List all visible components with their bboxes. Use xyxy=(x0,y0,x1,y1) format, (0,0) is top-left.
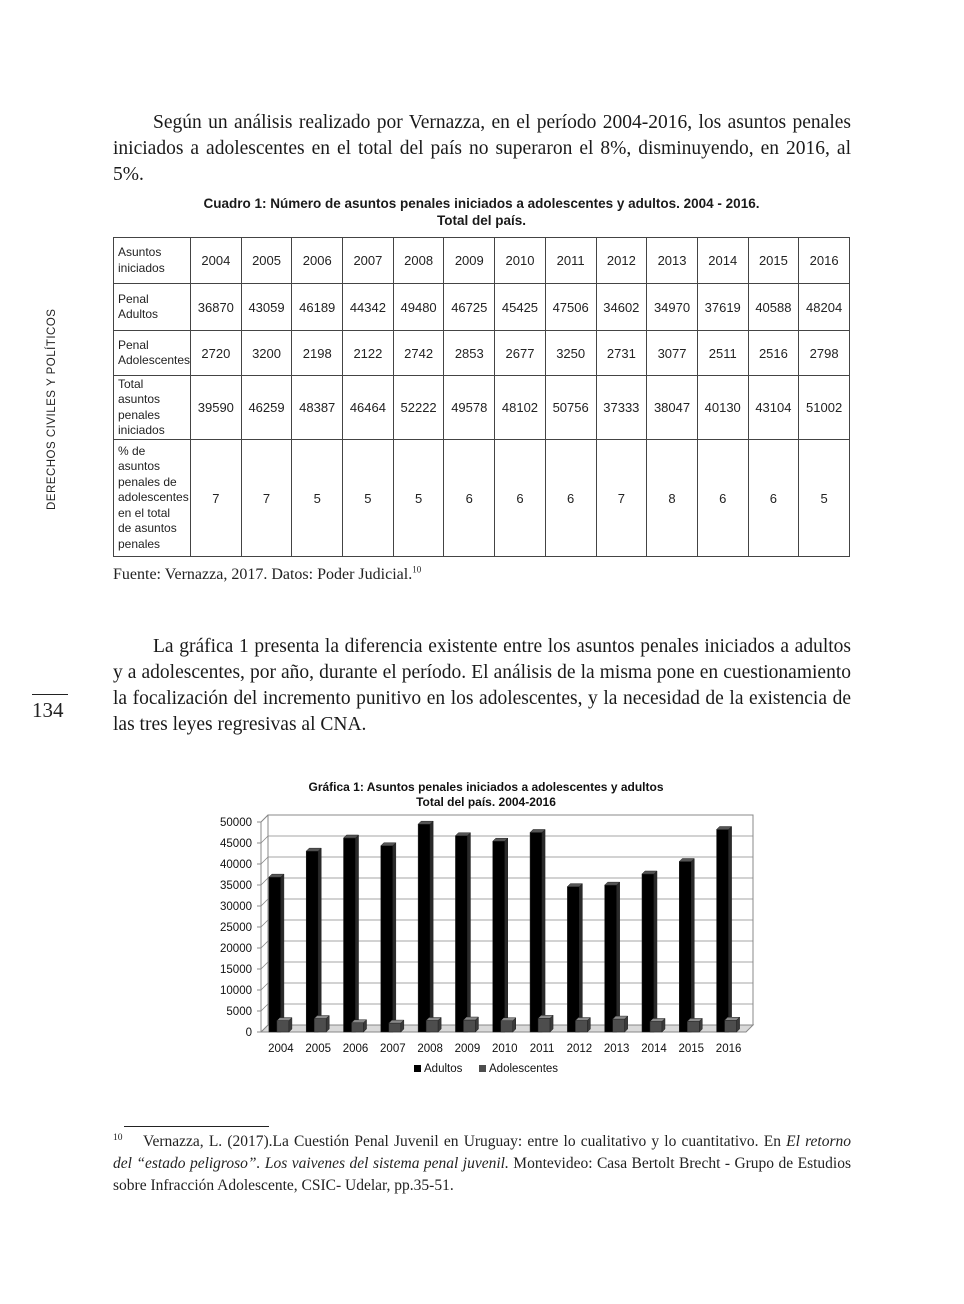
x-tick-label: 2014 xyxy=(641,1043,667,1055)
table-cell: 2720 xyxy=(191,331,242,376)
year-header: 2012 xyxy=(596,238,647,284)
y-tick-label: 20000 xyxy=(220,943,252,955)
bar-adolescentes xyxy=(538,1015,553,1032)
table-cell: 50756 xyxy=(545,376,596,440)
bar-adolescentes xyxy=(575,1018,590,1032)
x-tick-label: 2007 xyxy=(380,1043,406,1055)
table-cell: 46464 xyxy=(343,376,394,440)
table-cell: 47506 xyxy=(545,284,596,331)
table-cell: 40130 xyxy=(697,376,748,440)
x-tick-label: 2005 xyxy=(305,1043,332,1055)
gridline-depth xyxy=(261,920,268,927)
row-label: Total asuntos penales iniciados xyxy=(114,376,191,440)
table-cell: 38047 xyxy=(647,376,698,440)
year-header: 2008 xyxy=(393,238,444,284)
table-cell: 2798 xyxy=(799,331,850,376)
table-cell: 2853 xyxy=(444,331,495,376)
bar-adultos xyxy=(679,859,694,1032)
table-cell: 36870 xyxy=(191,284,242,331)
y-tick-label: 25000 xyxy=(220,922,252,934)
bar-adultos xyxy=(717,827,732,1032)
table-cell: 48387 xyxy=(292,376,343,440)
legend-swatch xyxy=(479,1065,486,1072)
x-tick-label: 2016 xyxy=(715,1043,742,1055)
table-cell: 2198 xyxy=(292,331,343,376)
gridline-depth xyxy=(261,983,268,990)
y-tick-label: 50000 xyxy=(220,817,252,829)
bar-adultos xyxy=(530,829,545,1032)
table-cell: 7 xyxy=(596,440,647,557)
y-tick-label: 15000 xyxy=(220,964,252,976)
table-row xyxy=(114,331,850,376)
legend-label: Adultos xyxy=(424,1063,463,1075)
gridline-depth xyxy=(261,941,268,948)
table-cell: 45425 xyxy=(495,284,546,331)
table-caption-line1: Cuadro 1: Número de asuntos penales iniciados a adolescentes y adultos. 2004 - 2016. xyxy=(203,196,760,211)
table-cell: 6 xyxy=(748,440,799,557)
table-cell: 48204 xyxy=(799,284,850,331)
table-cell: 3200 xyxy=(241,331,292,376)
table-cell: 6 xyxy=(495,440,546,557)
row-label: % de asuntos penales de adolescentes en el total de asuntos penales xyxy=(114,440,191,557)
bar-adolescentes xyxy=(463,1017,478,1032)
table-cell: 6 xyxy=(444,440,495,557)
y-tick-label: 45000 xyxy=(220,838,252,850)
table-cell: 7 xyxy=(191,440,242,557)
table-cell: 5 xyxy=(393,440,444,557)
y-tick-label: 0 xyxy=(245,1027,252,1039)
table-cell: 37333 xyxy=(596,376,647,440)
footnote: 10 Vernazza, L. (2017).La Cuestión Penal Juvenil en Uruguay: entre lo cualitativo y lo cuantitativo. En El retorno del “estado peligroso”. Los vaivenes del sistema penal juvenil. Montevideo: Casa Bertolt Brecht - Grupo de Estudios sobre Infracción Adolescente, CSIC- Udelar, pp.35-51. xyxy=(113,1132,851,1194)
bar-adolescentes xyxy=(725,1017,740,1032)
table-cell: 5 xyxy=(799,440,850,557)
table-cell: 7 xyxy=(241,440,292,557)
table-cell: 49480 xyxy=(393,284,444,331)
bar-adolescentes xyxy=(426,1017,441,1032)
table-cell: 51002 xyxy=(799,376,850,440)
bar-adultos xyxy=(642,871,657,1032)
bar-adolescentes xyxy=(613,1016,628,1032)
table-cell: 2511 xyxy=(697,331,748,376)
year-header: 2016 xyxy=(799,238,850,284)
data-table xyxy=(113,237,850,557)
gridline-depth xyxy=(261,878,268,885)
x-tick-label: 2015 xyxy=(678,1043,705,1055)
year-header: 2004 xyxy=(191,238,242,284)
table-cell: 2516 xyxy=(748,331,799,376)
year-header: 2007 xyxy=(343,238,394,284)
bar-chart xyxy=(196,774,776,1090)
y-tick-label: 40000 xyxy=(220,859,252,871)
table-source xyxy=(113,566,421,584)
gridline-depth xyxy=(261,1004,268,1011)
table-cell: 39590 xyxy=(191,376,242,440)
source-text: Fuente: Vernazza, 2017. Datos: Poder Judicial. xyxy=(113,566,413,583)
table-cell: 46189 xyxy=(292,284,343,331)
table-header-row xyxy=(114,238,850,284)
table-cell: 40588 xyxy=(748,284,799,331)
x-tick-label: 2008 xyxy=(417,1043,443,1055)
bar-adolescentes xyxy=(277,1018,292,1032)
table-cell: 2731 xyxy=(596,331,647,376)
table-cell: 43059 xyxy=(241,284,292,331)
gridline-depth xyxy=(261,857,268,864)
year-header: 2010 xyxy=(495,238,546,284)
table-cell: 2122 xyxy=(343,331,394,376)
bar-adolescentes xyxy=(687,1018,702,1032)
table-cell: 46259 xyxy=(241,376,292,440)
table-cell: 52222 xyxy=(393,376,444,440)
table-caption-line2: Total del país. xyxy=(436,213,526,228)
year-header: 2009 xyxy=(444,238,495,284)
bar-adultos xyxy=(567,884,582,1032)
bar-adultos xyxy=(306,848,321,1032)
analysis-paragraph xyxy=(113,634,851,738)
footnote-rule xyxy=(124,1126,269,1127)
table-cell: 6 xyxy=(545,440,596,557)
table-row xyxy=(114,284,850,331)
bar-adultos xyxy=(493,838,508,1032)
table-caption xyxy=(113,195,850,229)
table-cell: 49578 xyxy=(444,376,495,440)
x-tick-label: 2009 xyxy=(454,1043,481,1055)
page-number-rule xyxy=(32,694,68,695)
year-header: 2005 xyxy=(241,238,292,284)
gridline-depth xyxy=(261,836,268,843)
row-label: Penal Adultos xyxy=(114,284,191,331)
gridline-depth xyxy=(261,899,268,906)
gridline-depth xyxy=(261,815,268,822)
table-cell: 37619 xyxy=(697,284,748,331)
year-header: 2015 xyxy=(748,238,799,284)
bar-adultos xyxy=(381,843,396,1032)
source-footnote-ref: 10 xyxy=(412,564,422,575)
x-tick-label: 2006 xyxy=(342,1043,369,1055)
running-section-label: DERECHOS CIVILES Y POLÍTICOS xyxy=(46,308,58,510)
table-cell: 34602 xyxy=(596,284,647,331)
x-tick-label: 2013 xyxy=(603,1043,630,1055)
table-cell: 5 xyxy=(343,440,394,557)
bar-adolescentes xyxy=(389,1020,404,1032)
table-cell: 8 xyxy=(647,440,698,557)
gridline-depth xyxy=(261,962,268,969)
page-number: 134 xyxy=(32,698,64,722)
bar-adolescentes xyxy=(314,1016,329,1032)
y-tick-label: 30000 xyxy=(220,901,252,913)
intro-paragraph-text: Según un análisis realizado por Vernazza, en el período 2004-2016, los asuntos penales iniciados a adolescentes en el total del país no superaron el 8%, disminuyendo, en 2016, al 5%. xyxy=(113,112,851,185)
bar-adultos xyxy=(455,833,470,1032)
bar-adultos xyxy=(418,821,433,1032)
bar-adultos xyxy=(344,835,359,1032)
chart-legend xyxy=(414,1063,558,1075)
bar-adolescentes xyxy=(650,1018,665,1032)
table-cell: 34970 xyxy=(647,284,698,331)
table-row xyxy=(114,376,850,440)
footnote-text-end: Montevideo: Casa Bertolt Brecht - Grupo de Estudios sobre Infracción Adolescente, CSIC- Udelar, pp.35-51. xyxy=(113,1155,851,1194)
chart-subtitle: Total del país. 2004-2016 xyxy=(416,795,556,809)
table-cell: 3077 xyxy=(647,331,698,376)
table-cell: 46725 xyxy=(444,284,495,331)
table-cell: 5 xyxy=(292,440,343,557)
year-header: 2006 xyxy=(292,238,343,284)
legend-swatch xyxy=(414,1065,421,1072)
bar-adultos xyxy=(605,882,620,1032)
x-tick-label: 2011 xyxy=(529,1043,555,1055)
chart-x-axis xyxy=(268,1043,741,1055)
y-tick-label: 35000 xyxy=(220,880,252,892)
table-header-label: Asuntos iniciados xyxy=(114,238,191,284)
table-cell: 2742 xyxy=(393,331,444,376)
legend-label: Adolescentes xyxy=(489,1063,559,1075)
x-tick-label: 2010 xyxy=(491,1043,518,1055)
analysis-paragraph-text: La gráfica 1 presenta la diferencia existente entre los asuntos penales iniciados a adultos y a adolescentes, por año, durante el período. El análisis de la misma pone en cuestionamiento la focalización del incremento punitivo en los adolescentes, y la necesidad de la existencia de las tres leyes regresivas al CNA. xyxy=(113,636,851,735)
year-header: 2011 xyxy=(545,238,596,284)
table-cell: 44342 xyxy=(343,284,394,331)
y-tick-label: 10000 xyxy=(220,985,252,997)
year-header: 2014 xyxy=(697,238,748,284)
footnote-italic-title: El retorno del “estado peligroso”. Los vaivenes del sistema penal juvenil. xyxy=(113,1133,851,1172)
y-tick-label: 5000 xyxy=(226,1006,252,1018)
footnote-text: Vernazza, L. (2017).La Cuestión Penal Juvenil en Uruguay: entre lo cualitativo y lo cuantitativo. En xyxy=(143,1133,787,1150)
bar-adolescentes xyxy=(352,1020,367,1032)
bar-chart-svg xyxy=(196,774,776,1090)
intro-paragraph xyxy=(113,110,851,188)
bar-adolescentes xyxy=(501,1018,516,1032)
row-label: Penal Adolescentes xyxy=(114,331,191,376)
chart-y-axis xyxy=(220,817,261,1039)
x-tick-label: 2012 xyxy=(566,1043,593,1055)
table-cell: 3250 xyxy=(545,331,596,376)
table-cell: 48102 xyxy=(495,376,546,440)
table-cell: 6 xyxy=(697,440,748,557)
chart-title: Gráfica 1: Asuntos penales iniciados a adolescentes y adultos xyxy=(308,780,664,794)
table-row xyxy=(114,440,850,557)
table-cell: 43104 xyxy=(748,376,799,440)
year-header: 2013 xyxy=(647,238,698,284)
table-cell: 2677 xyxy=(495,331,546,376)
x-tick-label: 2004 xyxy=(268,1043,294,1055)
bar-adultos xyxy=(269,874,284,1032)
